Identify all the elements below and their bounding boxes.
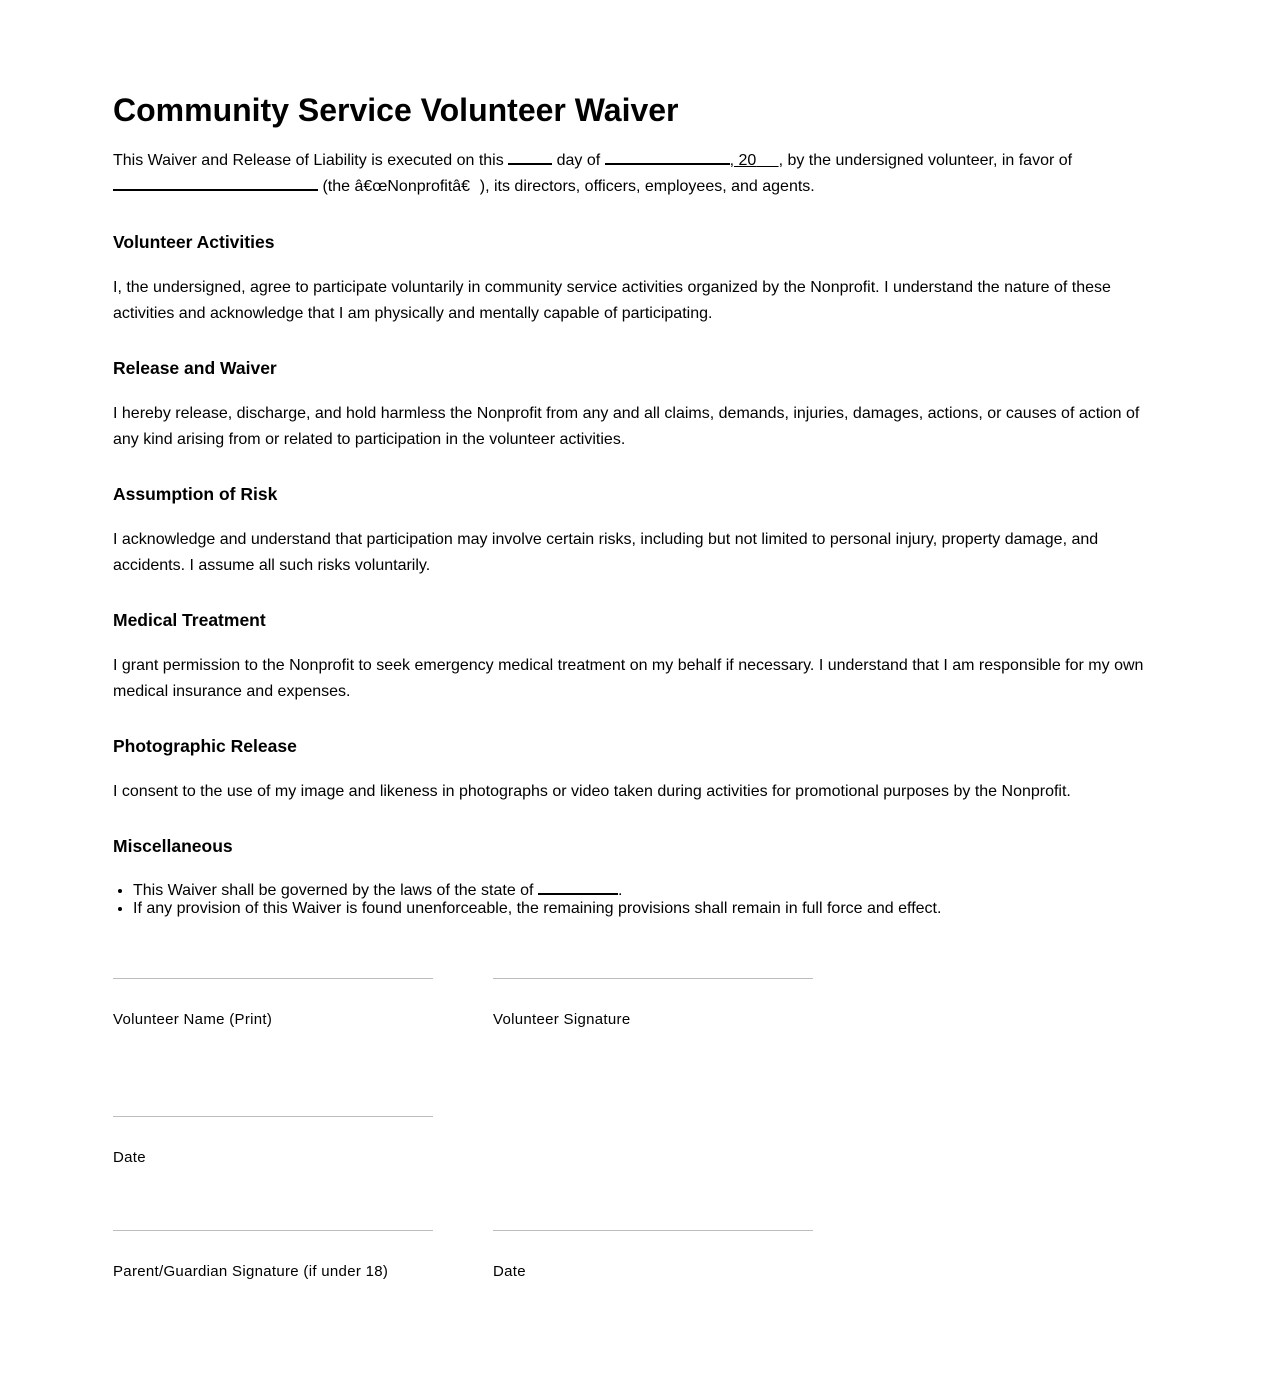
signature-label: Parent/Guardian Signature (if under 18) xyxy=(113,1263,389,1280)
intro-text-3: , xyxy=(729,152,739,169)
section-body: I consent to the use of my image and likeness in photographs or video taken during activities for promotional purposes by the Nonprofit. xyxy=(113,783,1071,800)
signature-field-guardian-signature[interactable] xyxy=(113,1230,433,1281)
signature-label: Date xyxy=(493,1263,526,1280)
signature-block xyxy=(113,978,1150,1318)
section-heading: Assumption of Risk xyxy=(113,484,278,504)
signature-line xyxy=(493,978,813,979)
signature-field-volunteer-name[interactable] xyxy=(113,978,433,1029)
list-item-text: This Waiver shall be governed by the laws of the state of xyxy=(133,882,538,899)
section-medical-treatment xyxy=(113,607,1150,705)
section-heading: Volunteer Activities xyxy=(113,232,275,252)
nonprofit-name-blank[interactable] xyxy=(113,175,318,191)
signature-label: Volunteer Name (Print) xyxy=(113,1011,273,1028)
intro-text-5: (the â€œNonprofitâ€), its directors, officers, employees, and agents. xyxy=(318,178,815,195)
intro-text-4: , by the undersigned volunteer, in favor of xyxy=(778,152,1073,169)
signature-field-volunteer-date[interactable] xyxy=(113,1116,433,1167)
signature-line xyxy=(493,1230,813,1231)
signature-label: Date xyxy=(113,1149,146,1166)
signature-field-volunteer-signature[interactable] xyxy=(493,978,813,1029)
section-photographic-release xyxy=(113,733,1150,805)
signature-line xyxy=(113,1230,433,1231)
section-body: I hereby release, discharge, and hold harmless the Nonprofit from any and all claims, demands, injuries, damages, actions, or causes of action of any kind arising from or related to participation in the volunteer activities. xyxy=(113,405,1140,448)
list-item-text: If any provision of this Waiver is found unenforceable, the remaining provisions shall remain in full force and effect. xyxy=(133,900,942,917)
section-heading: Release and Waiver xyxy=(113,358,277,378)
signature-line xyxy=(113,978,433,979)
list-item xyxy=(133,879,1150,900)
section-body: I acknowledge and understand that participation may involve certain risks, including but not limited to personal injury, property damage, and accidents. I assume all such risks voluntarily. xyxy=(113,531,1099,574)
day-blank[interactable] xyxy=(508,149,552,165)
section-body: I grant permission to the Nonprofit to seek emergency medical treatment on my behalf if necessary. I understand that I am responsible for my own medical insurance and expenses. xyxy=(113,657,1144,700)
section-body: I, the undersigned, agree to participate voluntarily in community service activities organized by the Nonprofit. I understand the nature of these activities and acknowledge that I am physically and mentally capable of participating. xyxy=(113,279,1111,322)
state-blank[interactable] xyxy=(538,879,618,895)
miscellaneous-list xyxy=(113,879,1150,918)
section-release-and-waiver xyxy=(113,355,1150,453)
intro-text-1: This Waiver and Release of Liability is executed on this xyxy=(113,152,509,169)
year-blank[interactable] xyxy=(730,152,779,169)
section-miscellaneous xyxy=(113,833,1150,918)
section-volunteer-activities xyxy=(113,229,1150,327)
section-assumption-of-risk xyxy=(113,481,1150,579)
section-heading: Miscellaneous xyxy=(113,836,233,856)
list-item xyxy=(133,900,1150,918)
year-prefix: 20 xyxy=(738,152,757,169)
signature-label: Volunteer Signature xyxy=(493,1011,631,1028)
document-title: Community Service Volunteer Waiver xyxy=(113,92,679,128)
signature-line xyxy=(113,1116,433,1117)
list-item-text-end: . xyxy=(617,882,623,899)
section-heading: Photographic Release xyxy=(113,736,297,756)
signature-field-guardian-date[interactable] xyxy=(493,1230,813,1281)
intro-paragraph xyxy=(113,148,1150,200)
section-heading: Medical Treatment xyxy=(113,610,266,630)
month-blank[interactable] xyxy=(605,149,730,165)
intro-text-2: day of xyxy=(552,152,605,169)
